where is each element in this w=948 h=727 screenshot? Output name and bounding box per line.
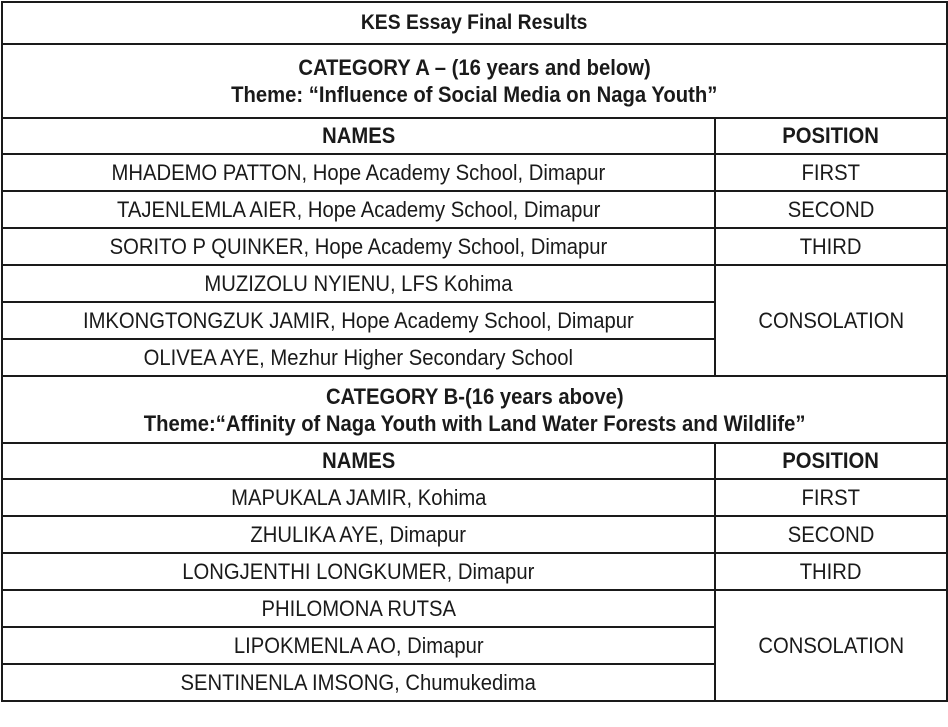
name-cell bbox=[2, 590, 715, 627]
position-text: CONSOLATION bbox=[758, 632, 904, 658]
name-cell bbox=[2, 265, 715, 302]
position-text: CONSOLATION bbox=[758, 307, 904, 333]
name-cell bbox=[2, 228, 715, 265]
results-table bbox=[1, 1, 948, 702]
table-row bbox=[2, 590, 947, 627]
name-text: SENTINENLA IMSONG, Chumukedima bbox=[180, 669, 537, 695]
name-text: MAPUKALA JAMIR, Kohima bbox=[230, 484, 487, 510]
name-text: SORITO P QUINKER, Hope Academy School, Dimapur bbox=[109, 233, 608, 259]
position-header bbox=[715, 443, 947, 479]
name-cell bbox=[2, 664, 715, 701]
position-cell bbox=[715, 228, 947, 265]
category-a-title: CATEGORY A – (16 years and below) bbox=[298, 55, 651, 80]
name-text: LONGJENTHI LONGKUMER, Dimapur bbox=[182, 558, 535, 584]
names-header bbox=[2, 118, 715, 154]
category-b-heading bbox=[2, 376, 947, 443]
names-header-text: NAMES bbox=[321, 123, 396, 148]
table-row bbox=[2, 154, 947, 191]
name-cell bbox=[2, 154, 715, 191]
name-cell bbox=[2, 516, 715, 553]
name-cell bbox=[2, 302, 715, 339]
name-cell bbox=[2, 479, 715, 516]
name-text: OLIVEA AYE, Mezhur Higher Secondary School bbox=[143, 344, 574, 370]
table-row bbox=[2, 516, 947, 553]
position-header-text: POSITION bbox=[782, 123, 880, 148]
position-text: THIRD bbox=[800, 558, 862, 584]
position-header-text: POSITION bbox=[782, 448, 880, 473]
name-cell bbox=[2, 191, 715, 228]
name-text: MHADEMO PATTON, Hope Academy School, Dimapur bbox=[111, 159, 606, 185]
category-a-heading bbox=[2, 44, 947, 118]
position-cell bbox=[715, 553, 947, 590]
position-text: THIRD bbox=[800, 233, 862, 259]
position-text: SECOND bbox=[787, 196, 875, 222]
title-text: KES Essay Final Results bbox=[361, 11, 588, 34]
category-b-header-row bbox=[2, 376, 947, 443]
name-text: MUZIZOLU NYIENU, LFS Kohima bbox=[204, 270, 513, 296]
consolation-cell bbox=[715, 590, 947, 701]
position-cell bbox=[715, 516, 947, 553]
name-text: LIPOKMENLA AO, Dimapur bbox=[233, 632, 484, 658]
table-title bbox=[2, 2, 947, 44]
category-a-column-headers bbox=[2, 118, 947, 154]
name-text: TAJENLEMLA AIER, Hope Academy School, Dimapur bbox=[116, 196, 601, 222]
consolation-cell bbox=[715, 265, 947, 376]
name-text: IMKONGTONGZUK JAMIR, Hope Academy School, Dimapur bbox=[83, 307, 634, 333]
table-row bbox=[2, 191, 947, 228]
name-text: ZHULIKA AYE, Dimapur bbox=[250, 521, 467, 547]
position-cell bbox=[715, 154, 947, 191]
table-row bbox=[2, 479, 947, 516]
position-text: FIRST bbox=[801, 484, 861, 510]
position-header bbox=[715, 118, 947, 154]
position-text: FIRST bbox=[801, 159, 861, 185]
name-cell bbox=[2, 627, 715, 664]
names-header-text: NAMES bbox=[321, 448, 396, 473]
names-header bbox=[2, 443, 715, 479]
position-text: SECOND bbox=[787, 521, 875, 547]
table-row bbox=[2, 228, 947, 265]
position-cell bbox=[715, 191, 947, 228]
category-a-header-row bbox=[2, 44, 947, 118]
table-row bbox=[2, 553, 947, 590]
category-a-theme: Theme: “Influence of Social Media on Naga Youth” bbox=[231, 82, 718, 107]
name-text: PHILOMONA RUTSA bbox=[261, 595, 456, 621]
title-row bbox=[2, 2, 947, 44]
position-cell bbox=[715, 479, 947, 516]
name-cell bbox=[2, 339, 715, 376]
table-row bbox=[2, 265, 947, 302]
name-cell bbox=[2, 553, 715, 590]
category-b-theme: Theme:“Affinity of Naga Youth with Land Water Forests and Wildlife” bbox=[143, 410, 806, 436]
category-b-column-headers bbox=[2, 443, 947, 479]
category-b-title: CATEGORY B-(16 years above) bbox=[325, 383, 624, 409]
